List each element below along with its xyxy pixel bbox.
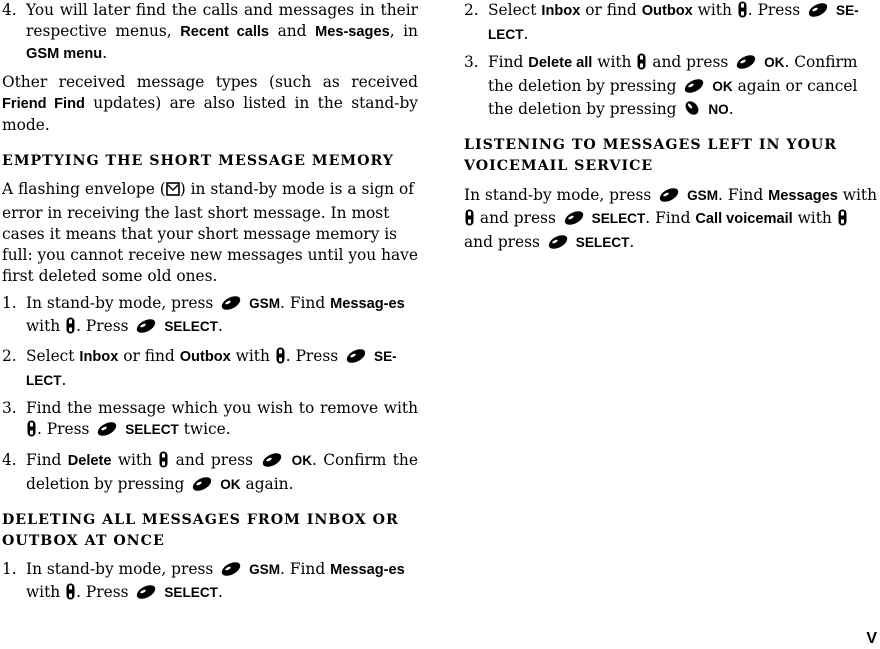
page-number: V [866, 630, 877, 647]
list-item [2, 398, 418, 443]
scroll-key-icon [66, 583, 75, 606]
item-number: 1. [2, 294, 17, 312]
item-text: Select Inbox or find Outbox with . Press SE-LECT. [26, 347, 397, 389]
menu-name: Call voicemail [695, 211, 793, 227]
menu-name: Messag-es [330, 296, 405, 312]
key-label: SE-LECT [26, 349, 397, 388]
menu-name: Friend Find [2, 96, 85, 112]
menu-name: Outbox [179, 349, 231, 365]
menu-name: Delete [67, 453, 112, 469]
select-key-icon [220, 295, 242, 316]
key-label: GSM [687, 188, 719, 203]
list-item [2, 559, 418, 606]
item-number: 4. [2, 451, 17, 469]
select-key-icon [683, 78, 705, 99]
list-item [2, 293, 418, 340]
key-label: OK [712, 79, 733, 94]
key-label: OK [220, 477, 241, 492]
section-heading: LISTENING TO MESSAGES LEFT IN YOUR VOICEMAIL SERVICE [464, 137, 838, 174]
key-label: SE-LECT [488, 3, 859, 42]
key-label: GSM [249, 562, 281, 577]
item-number: 3. [2, 399, 17, 417]
paragraph: In stand-by mode, press GSM. Find Messages with and press SELECT. Find Call voicemail with and press SELECT. [464, 185, 878, 255]
menu-name: Mes-sages [315, 24, 390, 40]
right-column [464, 0, 878, 255]
scroll-key-icon [27, 420, 36, 443]
select-key-icon [658, 187, 680, 208]
select-key-icon [735, 54, 757, 75]
item-number: 1. [2, 560, 17, 578]
menu-name: Inbox [79, 349, 119, 365]
item-text: Find Delete all with and press OK. Confirm the deletion by pressing OK again or cancel the deletion by pressing NO. [488, 52, 878, 122]
list-item [2, 450, 418, 497]
select-key-icon [191, 476, 213, 497]
key-label: SELECT [164, 319, 218, 334]
menu-name: Inbox [541, 3, 581, 19]
paragraph: Other received message types (such as received Friend Find updates) are also listed in the stand-by mode. [2, 73, 418, 134]
select-key-icon [220, 561, 242, 582]
scroll-key-icon [66, 317, 75, 340]
key-label: SELECT [125, 422, 179, 437]
select-key-icon [563, 210, 585, 231]
section-heading: DELETING ALL MESSAGES FROM INBOX OR OUTBOX AT ONCE [2, 512, 399, 549]
select-key-icon [345, 348, 367, 369]
menu-name: Recent calls [180, 24, 270, 40]
key-label: NO [708, 102, 729, 117]
envelope-icon [166, 181, 180, 203]
item-number: 3. [464, 53, 479, 71]
section-heading: EMPTYING THE SHORT MESSAGE MEMORY [2, 153, 394, 169]
item-text: In stand-by mode, press GSM. Find Messag-es with . Press SELECT. [26, 293, 418, 340]
menu-name: Messag-es [330, 562, 405, 578]
key-label: SELECT [164, 585, 218, 600]
scroll-key-icon [637, 53, 646, 76]
key-label: GSM [249, 296, 281, 311]
list-item [464, 52, 878, 122]
list-item [2, 346, 418, 391]
item-text: In stand-by mode, press GSM. Find Messag-es with . Press SELECT. [26, 559, 418, 606]
item-text: Select Inbox or find Outbox with . Press SE-LECT. [488, 1, 859, 43]
scroll-key-icon [738, 1, 747, 24]
select-key-icon [261, 452, 283, 473]
scroll-key-icon [838, 209, 847, 232]
menu-name: Messages [768, 188, 838, 204]
item-text: You will later find the calls and messages in their respective menus, Recent calls and Mes-sages, in GSM menu. [26, 1, 418, 62]
menu-name: Delete all [528, 55, 593, 71]
list-item [2, 0, 418, 65]
paragraph: A flashing envelope ( ) in stand-by mode is a sign of error in receiving the last short message. In most cases it means that your short message memory is full: you cannot receive new messages until you have first deleted some old ones. [2, 180, 418, 285]
scroll-key-icon [276, 347, 285, 370]
no-key-icon [683, 100, 701, 122]
item-number: 2. [2, 347, 17, 365]
select-key-icon [547, 234, 569, 255]
item-text: Find the message which you wish to remove with . Press SELECT twice. [26, 398, 418, 443]
item-number: 4. [2, 1, 17, 19]
select-key-icon [96, 421, 118, 442]
item-number: 2. [464, 1, 479, 19]
select-key-icon [807, 2, 829, 23]
left-column [2, 0, 418, 606]
list-item [464, 0, 878, 45]
key-label: OK [291, 453, 313, 468]
menu-name: GSM menu [26, 46, 103, 62]
item-text: Find Delete with and press OK. Confirm the deletion by pressing OK again. [26, 450, 418, 497]
key-label: SELECT [575, 235, 630, 250]
scroll-key-icon [159, 451, 168, 474]
select-key-icon [135, 584, 157, 605]
key-label: SELECT [591, 211, 646, 226]
scroll-key-icon [465, 209, 474, 232]
select-key-icon [135, 318, 157, 339]
menu-name: Outbox [641, 3, 693, 19]
key-label: OK [764, 55, 785, 70]
